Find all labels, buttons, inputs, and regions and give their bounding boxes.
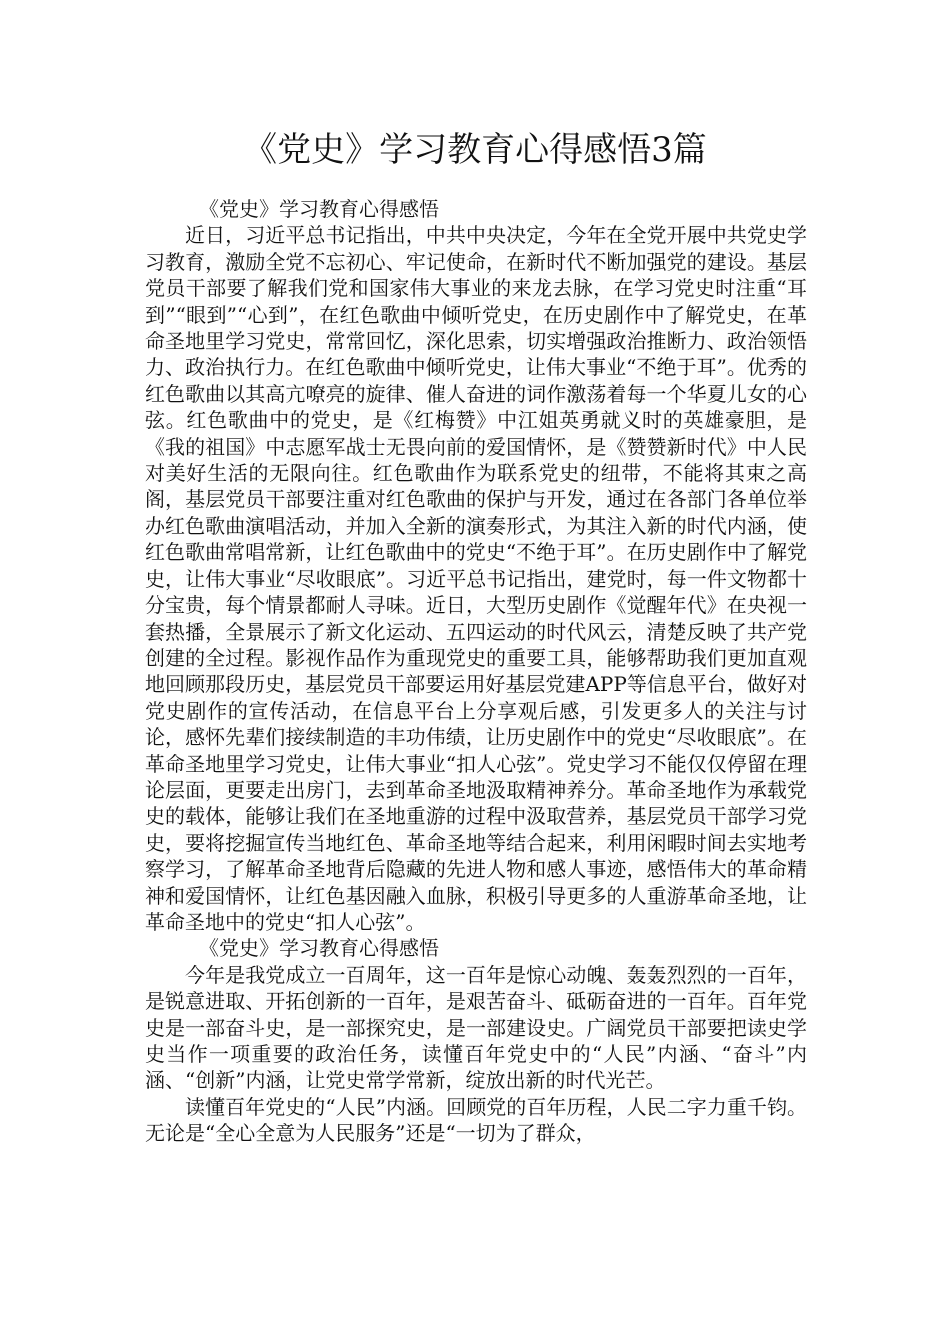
section-heading: 《党史》学习教育心得感悟 <box>199 197 439 221</box>
body-paragraph: 近日，习近平总书记指出，中共中央决定，今年在全党开展中共党史学习教育，激励全党不忘初心、牢记使命，在新时代不断加强党的建设。基层党员干部要了解我们党和国家伟大事业的来龙去脉，在学习党史时注重“耳到”“眼到”“心到”，在红色歌曲中倾听党史，在历史剧作中了解党史，在革命圣地里学习党史，常常回忆，深化思索，切实增强政治推断力、政治领悟力、政治执行力。在红色歌曲中倾听党史，让伟大事业“不绝于耳”。优秀的红色歌曲以其高亢嘹亮的旋律、催人奋进的词作激荡着每一个华夏儿女的心弦。红色歌曲中的党史，是《红梅赞》中江姐英勇就义时的英雄豪胆，是《我的祖国》中志愿军战士无畏向前的爱国情怀，是《赞赞新时代》中人民对美好生活的无限向往。红色歌曲作为联系党史的纽带，不能将其束之高阁，基层党员干部要注重对红色歌曲的保护与开发，通过在各部门各单位举办红色歌曲演唱活动，并加入全新的演奏形式，为其注入新的时代内涵，使红色歌曲常唱常新，让红色歌曲中的党史“不绝于耳”。在历史剧作中了解党史，让伟大事业“尽收眼底”。习近平总书记指出，建党时，每一件文物都十分宝贵，每个情景都耐人寻味。近日，大型历史剧作《觉醒年代》在央视一套热播，全景展示了新文化运动、五四运动的时代风云，清楚反映了共产党创建的全过程。影视作品作为重现党史的重要工具，能够帮助我们更加直观地回顾那段历史，基层党员干部要运用好基层党建APP等信息平台，做好对党史剧作的宣传活动，在信息平台上分享观后感，引发更多人的关注与讨论，感怀先辈们接续制造的丰功伟绩，让历史剧作中的党史“尽收眼底”。在革命圣地里学习党史，让伟大事业“扣人心弦”。党史学习不能仅仅停留在理论层面，更要走出房门，去到革命圣地汲取精神养分。革命圣地作为承载党史的载体，能够让我们在圣地重游的过程中汲取营养，基层党员干部学习党史，要将挖掘宣传当地红色、革命圣地等结合起来，利用闲暇时间去实地考察学习，了解革命圣地背后隐藏的先进人物和感人事迹，感悟伟大的革命精神和爱国情怀，让红色基因融入血脉，积极引导更多的人重游革命圣地，让革命圣地中的党史“扣人心弦”。 <box>145 223 807 934</box>
section-heading: 《党史》学习教育心得感悟 <box>199 936 439 961</box>
body-paragraph: 今年是我党成立一百周年，这一百年是惊心动魄、轰轰烈烈的一百年，是锐意进取、开拓创新的一百年，是艰苦奋斗、砥砺奋进的一百年。百年党史是一部奋斗史，是一部探究史，是一部建设史。广阔党员干部要把读史学史当作一项重要的政治任务，读懂百年党史中的“人民”内涵、“奋斗”内涵、“创新”内涵，让党史常学常新，绽放出新的时代光芒。 <box>145 962 807 1093</box>
document-body <box>145 196 807 1147</box>
document-title: 《党史》学习教育心得感悟3篇 <box>243 130 707 170</box>
body-paragraph: 读懂百年党史的“人民”内涵。回顾党的百年历程，人民二字力重千钧。无论是“全心全意为人民服务”还是“一切为了群众， <box>145 1094 807 1146</box>
